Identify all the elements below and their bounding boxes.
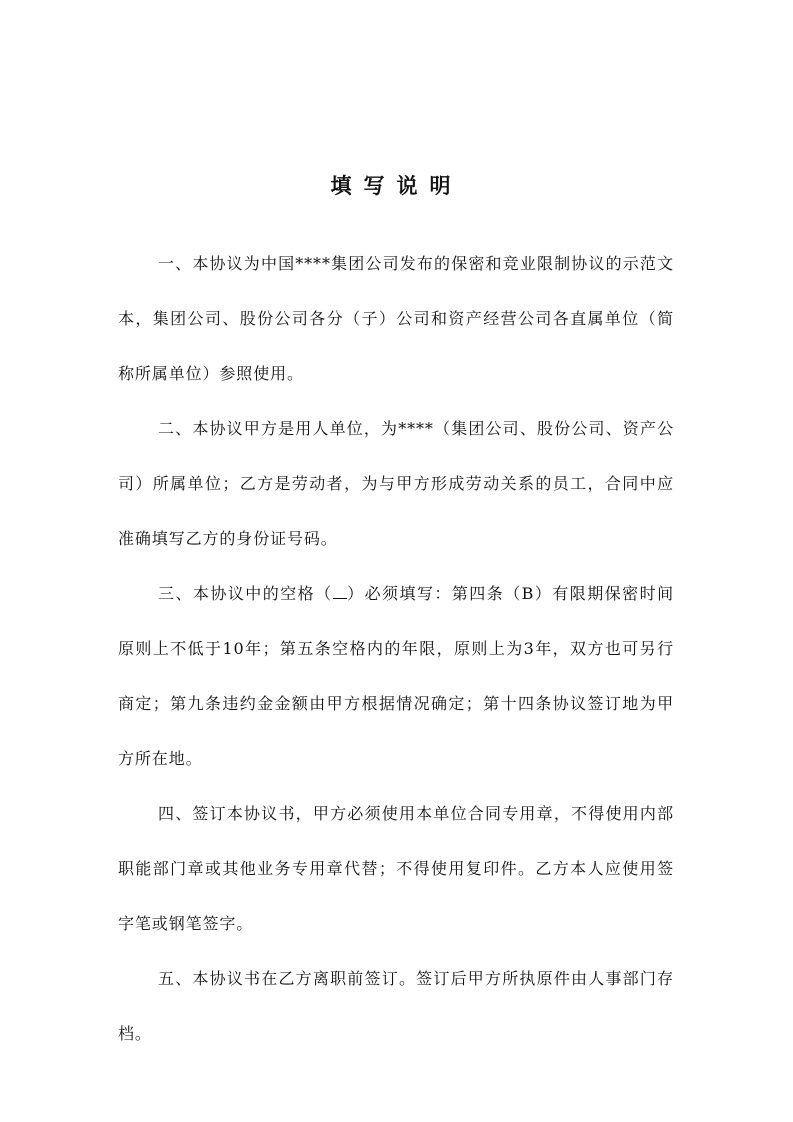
paragraph-4: 四、签订本协议书，甲方必须使用本单位合同专用章，不得使用内部职能部门章或其他业务专用章代替；不得使用复印件。乙方本人应使用签字笔或钢笔签字。: [118, 804, 674, 933]
document-body: [118, 236, 674, 1061]
fill-in-blank: [333, 598, 347, 599]
paragraph-3-lead: 三、本协议中的空格（: [158, 584, 333, 603]
paragraph-1: 一、本协议为中国****集团公司发布的保密和竞业限制协议的示范文本，集团公司、股份公司各分（子）公司和资产经营公司各直属单位（简称所属单位）参照使用。: [118, 254, 674, 383]
paragraph-3: [118, 566, 674, 786]
paragraph-3-rest: ）必须填写：第四条（B）有限期保密时间原则上不低于10年；第五条空格内的年限，原则上为3年，双方也可另行商定；第九条违约金金额由甲方根据情况确定；第十四条协议签订地为甲方所在地。: [118, 584, 674, 768]
paragraph-5: 五、本协议书在乙方离职前签订。签订后甲方所执原件由人事部门存档。: [118, 969, 674, 1043]
page-title: 填写说明: [330, 174, 463, 198]
paragraph-2: 二、本协议甲方是用人单位，为****（集团公司、股份公司、资产公司）所属单位；乙方是劳动者，为与甲方形成劳动关系的员工，合同中应准确填写乙方的身份证号码。: [118, 419, 674, 548]
